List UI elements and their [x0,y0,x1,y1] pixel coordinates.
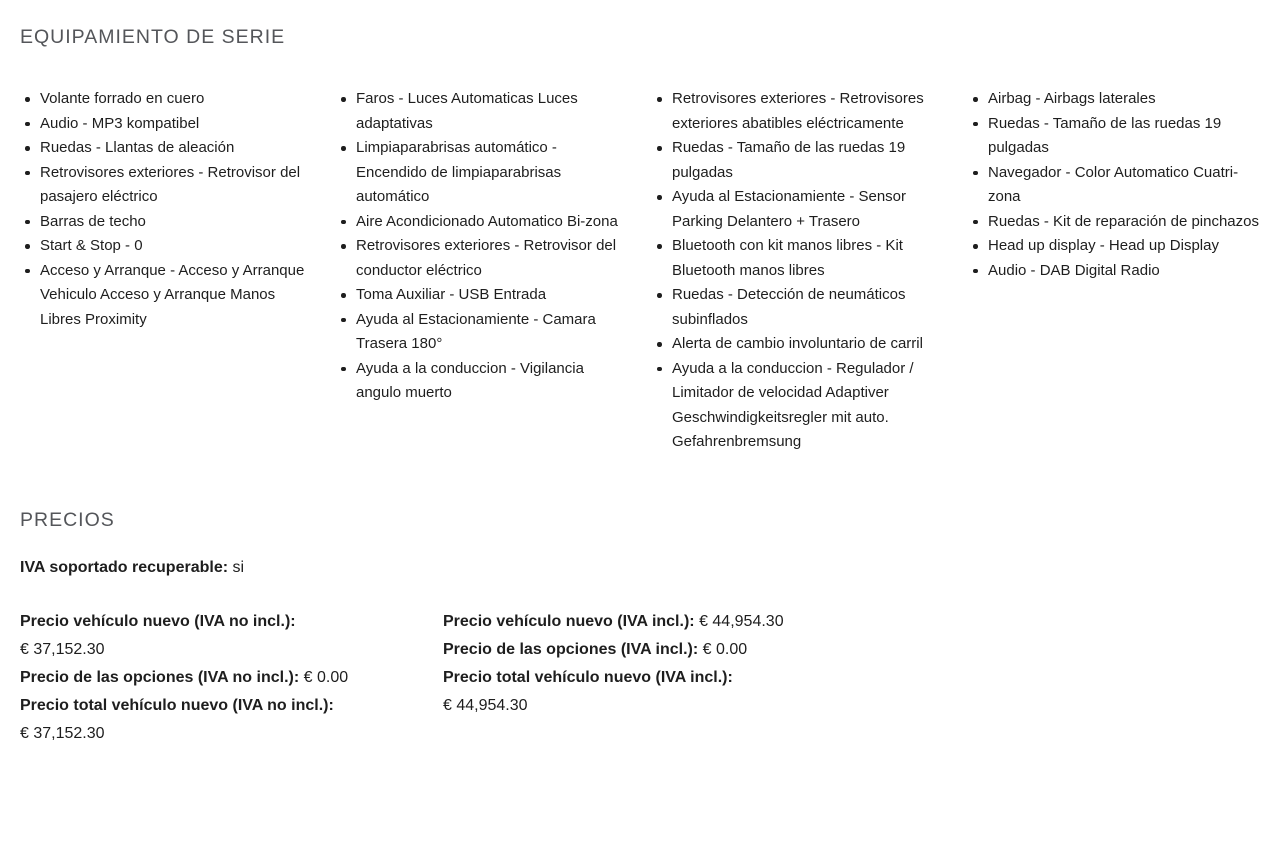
equipment-item: Retrovisores exteriores - Retrovisor del pasajero eléctrico [20,161,312,210]
price-line [443,636,866,664]
equipment-item: Faros - Luces Automaticas Luces adaptativas [336,87,628,136]
equipment-item: Barras de techo [20,210,312,235]
equipment-item: Ruedas - Tamaño de las ruedas 19 pulgadas [652,136,944,185]
prices-section-title: PRECIOS [20,508,115,531]
equipment-grid [20,87,1260,455]
equipment-item: Start & Stop - 0 [20,234,312,259]
equipment-item: Bluetooth con kit manos libres - Kit Bluetooth manos libres [652,234,944,283]
price-label: Precio total vehículo nuevo (IVA incl.): [443,669,733,687]
price-label: Precio vehículo nuevo (IVA incl.): [443,613,695,631]
equipment-item: Ayuda a la conduccion - Vigilancia angulo muerto [336,357,628,406]
equipment-column-1 [20,87,312,332]
vat-recoverable-line [20,554,1260,582]
equipment-item: Ayuda al Estacionamiente - Sensor Parking Delantero + Trasero [652,185,944,234]
price-value: € 44,954.30 [443,697,528,715]
equipment-column-4 [968,87,1260,283]
equipment-item: Aire Acondicionado Automatico Bi-zona [336,210,628,235]
price-label: Precio vehículo nuevo (IVA no incl.): [20,613,296,631]
price-label: Precio total vehículo nuevo (IVA no incl.): [20,697,334,715]
price-column-vat-included [443,608,866,748]
equipment-item: Airbag - Airbags laterales [968,87,1260,112]
equipment-item: Ayuda al Estacionamiente - Camara Trasera 180° [336,308,628,357]
vat-recoverable-label: IVA soportado recuperable: [20,559,229,577]
equipment-column-2 [336,87,628,406]
equipment-item: Ruedas - Llantas de aleación [20,136,312,161]
equipment-item: Acceso y Arranque - Acceso y Arranque Vehiculo Acceso y Arranque Manos Libres Proximity [20,259,312,333]
equipment-item: Audio - MP3 kompatibel [20,112,312,137]
equipment-item: Ruedas - Tamaño de las ruedas 19 pulgadas [968,112,1260,161]
price-line [20,692,443,748]
equipment-item: Retrovisores exteriores - Retrovisores exteriores abatibles eléctricamente [652,87,944,136]
equipment-item: Limpiaparabrisas automático - Encendido de limpiaparabrisas automático [336,136,628,210]
price-line [20,608,443,664]
equipment-item: Retrovisores exteriores - Retrovisor del conductor eléctrico [336,234,628,283]
equipment-item: Ruedas - Detección de neumáticos subinflados [652,283,944,332]
price-value: € 0.00 [303,669,349,687]
price-value: € 37,152.30 [20,725,105,743]
equipment-item: Ruedas - Kit de reparación de pinchazos [968,210,1260,235]
price-value: € 37,152.30 [20,641,105,659]
equipment-item: Head up display - Head up Display [968,234,1260,259]
equipment-column-3 [652,87,944,455]
price-value: € 0.00 [702,641,748,659]
equipment-item: Toma Auxiliar - USB Entrada [336,283,628,308]
price-line [443,608,866,636]
price-label: Precio de las opciones (IVA incl.): [443,641,699,659]
equipment-section-title: EQUIPAMIENTO DE SERIE [20,26,286,48]
price-value: € 44,954.30 [699,613,784,631]
price-columns [20,608,1260,748]
equipment-item: Alerta de cambio involuntario de carril [652,332,944,357]
price-label: Precio de las opciones (IVA no incl.): [20,669,300,687]
equipment-item: Volante forrado en cuero [20,87,312,112]
equipment-item: Navegador - Color Automatico Cuatri-zona [968,161,1260,210]
price-line [20,664,443,692]
vat-recoverable-value: si [232,559,245,577]
price-column-vat-excluded [20,608,443,748]
equipment-item: Ayuda a la conduccion - Regulador / Limitador de velocidad Adaptiver Geschwindigkeitsregler mit auto. Gefahrenbremsung [652,357,944,455]
price-line [443,664,866,720]
equipment-item: Audio - DAB Digital Radio [968,259,1260,284]
